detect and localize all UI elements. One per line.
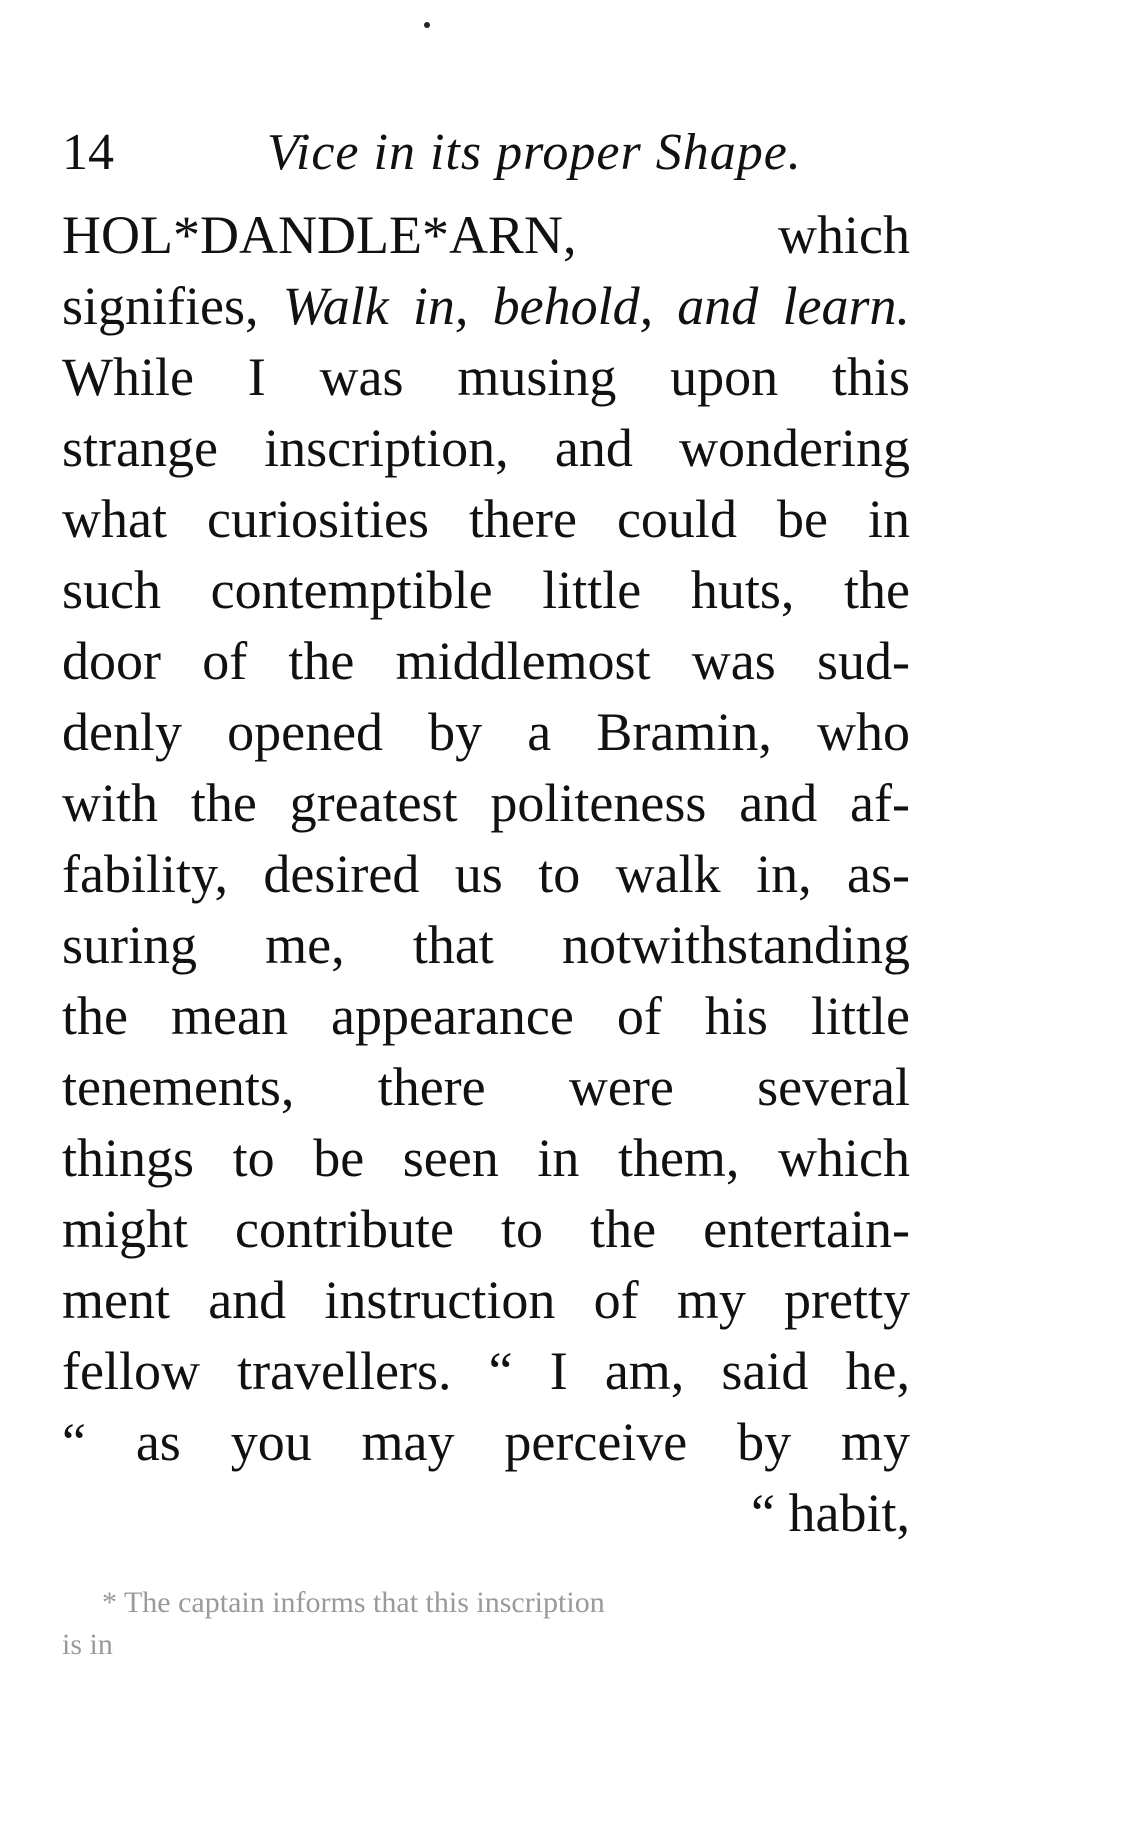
text-line: fellow travellers. “ I am, said he,: [62, 1341, 910, 1401]
text-line: denly opened by a Bramin, who: [62, 702, 910, 762]
text-line: fability, desired us to walk in, as-: [62, 844, 910, 904]
text-line: tenements, there were several: [62, 1057, 910, 1117]
text-line: the mean appearance of his little: [62, 986, 910, 1046]
footnote-line: * The captain informs that this inscription: [102, 1586, 605, 1619]
footnote: [62, 1582, 910, 1666]
body-text: [62, 200, 910, 1549]
ink-speck: [424, 22, 430, 28]
text-line: such contemptible little huts, the: [62, 560, 910, 620]
footnote-line: is in: [62, 1628, 113, 1661]
page-header: [62, 118, 962, 188]
text-line: door of the middlemost was sud-: [62, 631, 910, 691]
text-line: While I was musing upon this: [62, 347, 910, 407]
text-line: what curiosities there could be in: [62, 489, 910, 549]
running-title: Vice in its proper Shape.: [267, 124, 802, 181]
text-line: things to be seen in them, which: [62, 1128, 910, 1188]
page-number: 14: [62, 124, 114, 181]
text-line: signifies, Walk in, behold, and learn.: [62, 276, 910, 336]
text-line: strange inscription, and wondering: [62, 418, 910, 478]
text-line: “ habit,: [751, 1483, 910, 1543]
text-line: might contribute to the entertain-: [62, 1199, 910, 1259]
text-line: ment and instruction of my pretty: [62, 1270, 910, 1330]
text-line: with the greatest politeness and af-: [62, 773, 910, 833]
text-line: suring me, that notwithstanding: [62, 915, 910, 975]
text-line: “ as you may perceive by my: [62, 1412, 910, 1472]
text-line: HOL*DANDLE*ARN, which: [62, 205, 910, 265]
